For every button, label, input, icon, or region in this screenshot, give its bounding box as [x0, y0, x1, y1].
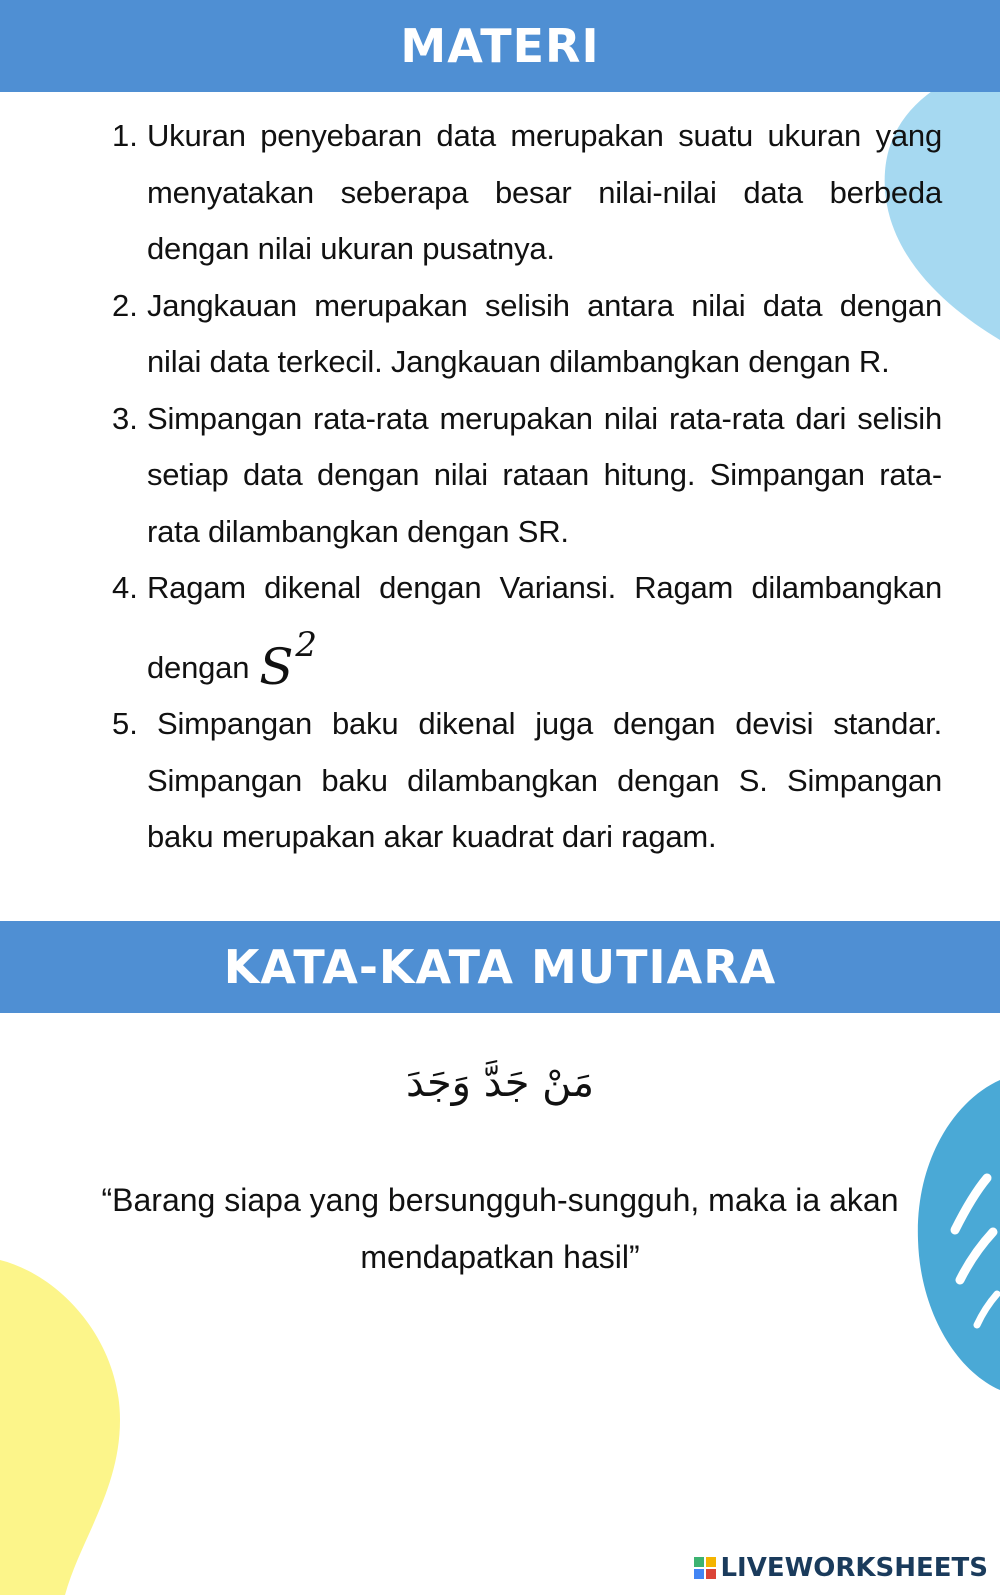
liveworksheets-brand [694, 1553, 988, 1583]
item-number: 4. [112, 570, 138, 605]
list-item [112, 391, 942, 561]
item-text: Simpangan baku dikenal juga dengan devisi standar. Simpangan baku dilambangkan dengan S. Simpangan baku merupakan akar kuadrat dari ragam. [147, 706, 942, 854]
math-symbol-s: S [259, 637, 294, 696]
mutiara-header [0, 921, 1000, 1013]
liveworksheets-logo-icon [694, 1557, 716, 1579]
item-text: Jangkauan merupakan selisih antara nilai data dengan nilai data terkecil. Jangkauan dilambangkan dengan R. [147, 287, 942, 379]
item-number: 5. [112, 706, 138, 741]
arabic-proverb: مَنْ جَدَّ وَجَدَ [405, 1060, 595, 1106]
list-item [112, 696, 942, 866]
math-superscript: 2 [295, 624, 317, 665]
list-item [112, 278, 942, 391]
brand-name: LIVEWORKSHEETS [720, 1553, 988, 1583]
item-text: Ukuran penyebaran data merupakan suatu ukuran yang menyatakan seberapa besar nilai-nilai data berbeda dengan nilai ukuran pusatnya. [147, 118, 942, 266]
item-text-with-math [147, 560, 942, 696]
materi-list [112, 108, 942, 866]
item-text: Simpangan rata-rata merupakan nilai rata-rata dari selisih setiap data dengan nilai rataan hitung. Simpangan rata-rata dilambangkan dengan SR. [147, 400, 942, 549]
yellow-blob [0, 1260, 125, 1595]
quote-text: “Barang siapa yang bersungguh-sungguh, maka ia akan mendapatkan hasil” [101, 1182, 899, 1275]
item-number: 1. [112, 118, 138, 153]
list-item [112, 560, 942, 696]
materi-title: MATERI [400, 19, 600, 73]
item-text: Ragam dikenal dengan Variansi. Ragam dilambangkan dengan [147, 570, 942, 685]
item-number: 3. [112, 400, 138, 436]
materi-header [0, 0, 1000, 92]
list-item [112, 108, 942, 278]
mutiara-title: KATA-KATA MUTIARA [223, 940, 777, 994]
item-number: 2. [112, 287, 138, 323]
